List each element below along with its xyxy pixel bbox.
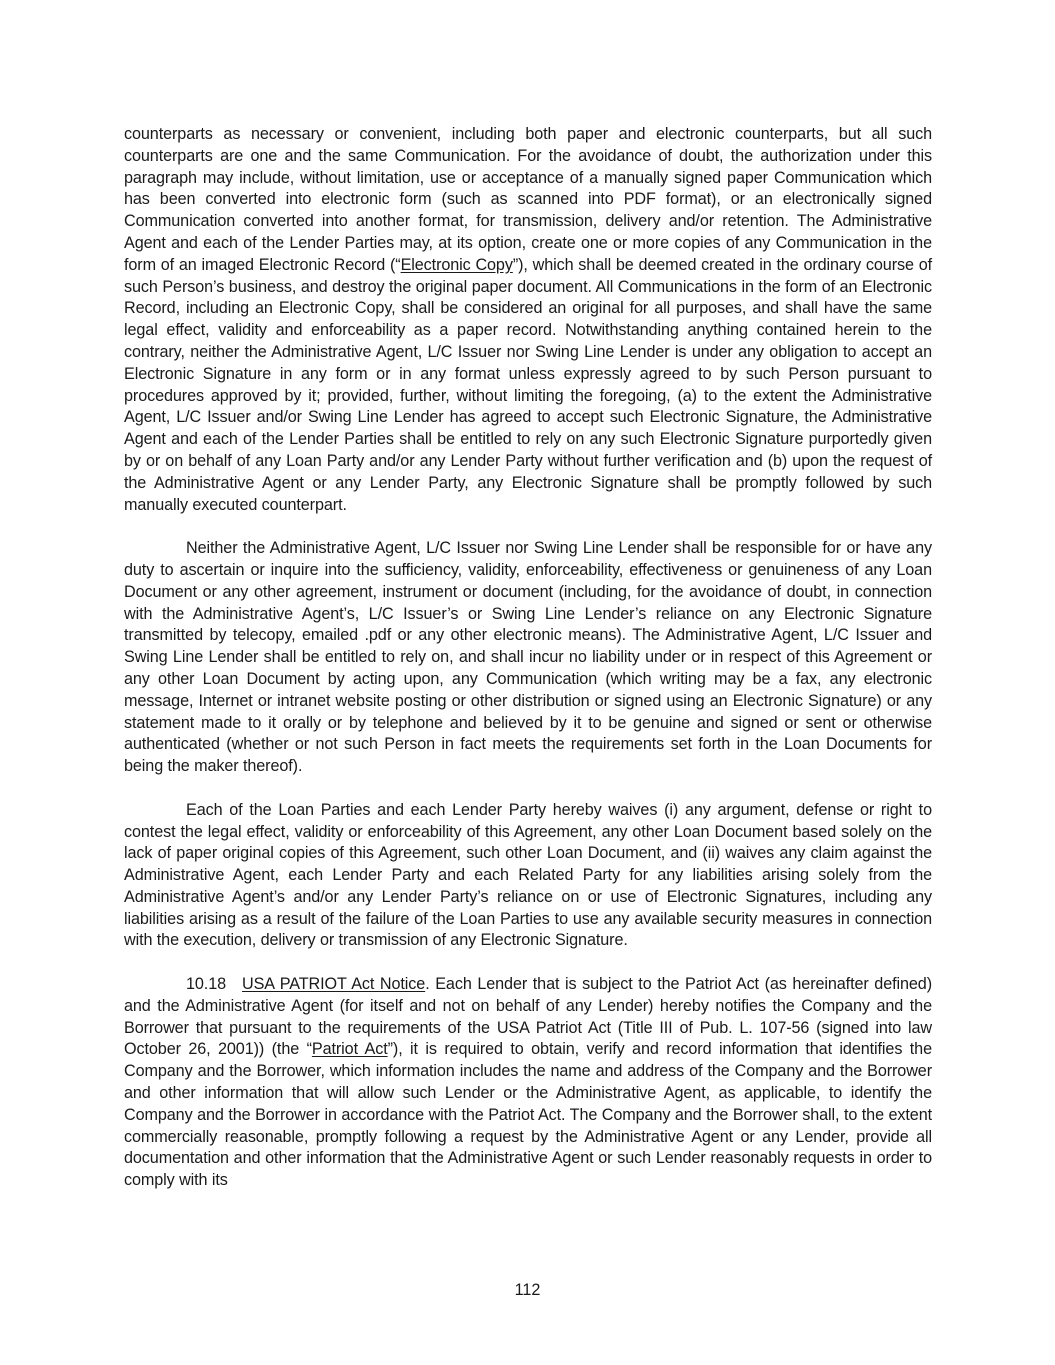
section-number: 10.18	[186, 975, 227, 994]
defined-term-electronic-copy: Electronic Copy	[400, 255, 513, 274]
paragraph-electronic-counterparts	[124, 124, 932, 516]
defined-term-patriot-act: Patriot Act	[311, 1040, 388, 1059]
document-body	[124, 124, 932, 1214]
paragraph-waiver: Each of the Loan Parties and each Lender Party hereby waives (i) any argument, defense or right to contest the legal effect, validity or enforceability of this Agreement, any other Loan Document based solely on the lack of paper original copies of this Agreement, such other Loan Document, and (ii) waives any claim against the Administrative Agent, each Lender Party and each Related Party for any liabilities arising solely from the Administrative Agent’s and/or any Lender Party’s reliance on or use of Electronic Signatures, including any liabilities arising as a result of the failure of the Loan Parties to use any available security measures in connection with the execution, delivery or transmission of any Electronic Signature.	[124, 800, 932, 950]
section-text: . Each Lender that is subject to the Patriot Act (as hereinafter defined) and the Administrative Agent (for itself and not on behalf of any Lender) hereby notifies the Company and the Borrower that pursuant to the requirements of the USA Patriot Act (Title III of Pub. L. 107-56 (signed into law October 26, 2001)) (the “	[124, 975, 932, 1059]
paragraph-text: ”), which shall be deemed created in the ordinary course of such Person’s business, and destroy the original paper document. All Communications in the form of an Electronic Record, including an Electronic Copy, shall be considered an original for all purposes, and shall have the same legal effect, validity and enforceability as a paper record. Notwithstanding anything contained herein to the contrary, neither the Administrative Agent, L/C Issuer nor Swing Line Lender is under any obligation to accept an Electronic Signature in any form or in any format unless expressly agreed to by such Person pursuant to procedures approved by it; provided, further, without limiting the foregoing, (a) to the extent the Administrative Agent, L/C Issuer and/or Swing Line Lender has agreed to accept such Electronic Signature, the Administrative Agent and each of the Lender Parties shall be entitled to rely on any such Electronic Signature purportedly given by or on behalf of any Loan Party and/or any Lender Party without further verification and (b) upon the request of the Administrative Agent or any Lender Party, any Electronic Signature shall be promptly followed by such manually executed counterpart.	[124, 255, 932, 514]
section-heading: USA PATRIOT Act Notice	[242, 975, 426, 994]
page-number: 112	[514, 1281, 541, 1299]
paragraph-text: counterparts as necessary or convenient, including both paper and electronic counterparts, but all such counterparts are one and the same Communication. For the avoidance of doubt, the authorization under this paragraph may include, without limitation, use or acceptance of a manually signed paper Communication which has been converted into electronic form (such as scanned into PDF format), or an electronically signed Communication converted into another format, for transmission, delivery and/or retention. The Administrative Agent and each of the Lender Parties may, at its option, create one or more copies of any Communication in the form of an imaged Electronic Record (“	[124, 125, 932, 274]
section-text: ”), it is required to obtain, verify and record information that identifies the Company and the Borrower, which information includes the name and address of the Company and the Borrower and other information that will allow such Lender or the Administrative Agent, as applicable, to identify the Company and the Borrower in accordance with the Patriot Act. The Company and the Borrower shall, to the extent commercially reasonable, promptly following a request by the Administrative Agent or any Lender, provide all documentation and other information that the Administrative Agent or such Lender reasonably requests in order to comply with its	[124, 1040, 932, 1190]
section-10-18	[124, 974, 932, 1192]
paragraph-responsibility: Neither the Administrative Agent, L/C Issuer nor Swing Line Lender shall be responsible for or have any duty to ascertain or inquire into the sufficiency, validity, enforceability, effectiveness or genuineness of any Loan Document or any other agreement, instrument or document (including, for the avoidance of doubt, in connection with the Administrative Agent’s, L/C Issuer’s or Swing Line Lender’s reliance on any Electronic Signature transmitted by telecopy, emailed .pdf or any other electronic means). The Administrative Agent, L/C Issuer and Swing Line Lender shall be entitled to rely on, and shall incur no liability under or in respect of this Agreement or any other Loan Document by acting upon, any Communication (which writing may be a fax, any electronic message, Internet or intranet website posting or other distribution or signed using an Electronic Signature) or any statement made to it orally or by telephone and believed by it to be genuine and signed or sent or otherwise authenticated (whether or not such Person in fact meets the requirements set forth in the Loan Documents for being the maker thereof).	[124, 539, 932, 776]
